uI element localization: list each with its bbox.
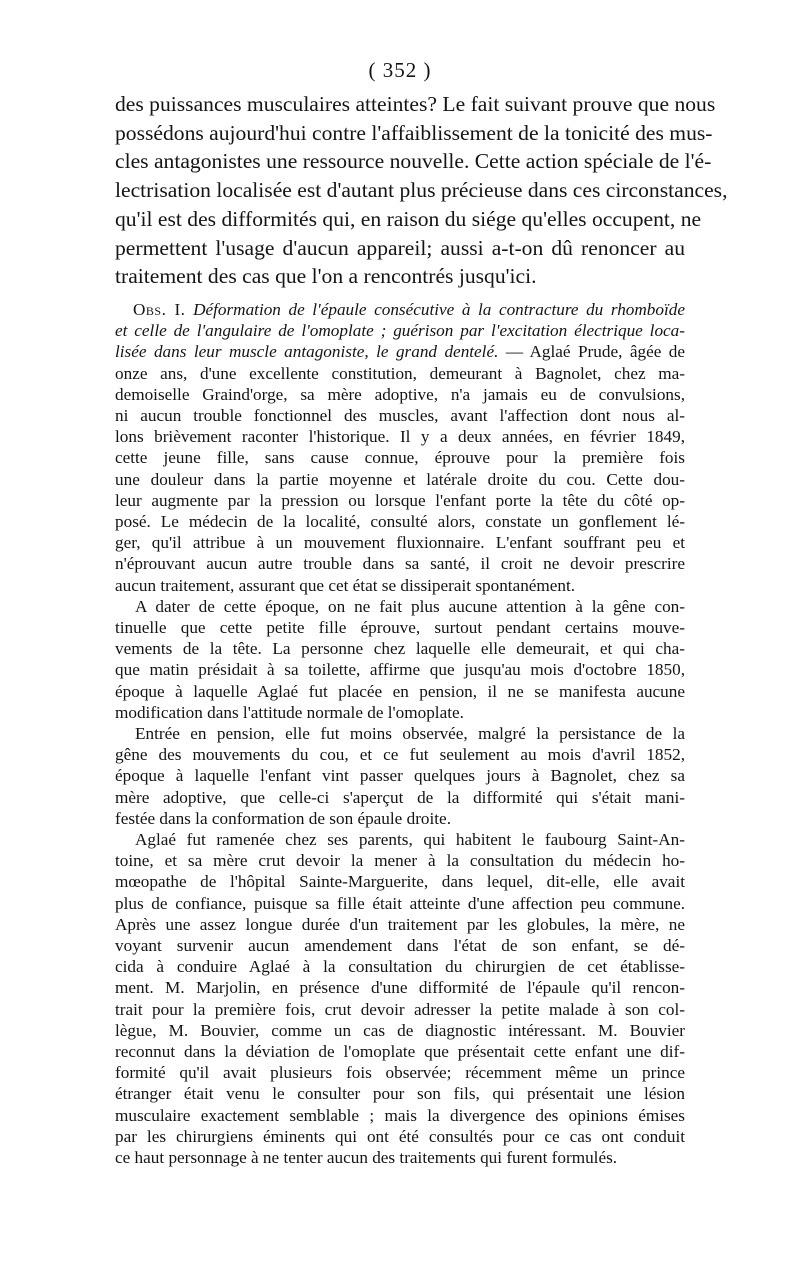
text-line: cles antagonistes une ressource nouvelle. Cette action spéciale de l'é- <box>115 149 712 174</box>
page-number: ( 352 ) <box>368 58 432 82</box>
text-line: par les chirurgiens éminents qui ont été consultés pour ce cas ont conduit <box>115 1126 685 1146</box>
observation-title-line: et celle de l'angulaire de l'omoplate ; guérison par l'excitation électrique loca- <box>115 321 685 341</box>
text-line: que matin présidait à sa toilette, affirme que jusqu'au mois d'octobre 1850, <box>115 660 685 680</box>
text-line: ment. M. Marjolin, en présence d'une difformité de l'épaule qu'il rencon- <box>115 978 685 998</box>
text-line: lectrisation localisée est d'autant plus précieuse dans ces circonstances, <box>115 178 728 203</box>
text-line: trait pour la première fois, crut devoir adresser la petite malade à son col- <box>115 999 685 1019</box>
text-line: gêne des mouvements du cou, et ce fut seulement au mois d'avril 1852, <box>115 745 685 765</box>
text-line: demoiselle Graind'orge, sa mère adoptive, n'a jamais eu de convulsions, <box>115 384 685 404</box>
text-line: voyant survenir aucun amendement dans l'état de son enfant, se dé- <box>115 936 685 956</box>
text-line: ni aucun trouble fonctionnel des muscles, avant l'affection dont nous al- <box>115 405 685 425</box>
intro-paragraph <box>115 90 728 291</box>
text-line: plus de confiance, puisque sa fille était atteinte d'une affection peu commune. <box>115 893 685 913</box>
observation-label: Obs. I. <box>133 299 186 319</box>
observation-heading-line <box>115 299 685 320</box>
text-line: A dater de cette époque, on ne fait plus aucune attention à la gêne con- <box>135 596 685 616</box>
text-line: toine, et sa mère crut devoir la mener à la consultation du médecin ho- <box>115 851 685 871</box>
text-line: lègue, M. Bouvier, comme un cas de diagnostic intéressant. M. Bouvier <box>115 1020 685 1040</box>
text-line: époque à laquelle l'enfant vint passer quelques jours à Bagnolet, chez sa <box>115 766 685 786</box>
text-line: cida à conduire Aglaé à la consultation du chirurgien de cet établisse- <box>115 957 685 977</box>
text-line: n'éprouvant aucun autre trouble dans sa santé, il croit ne devoir prescrire <box>115 554 685 574</box>
book-page <box>115 56 728 1168</box>
text-line: ce haut personnage à ne tenter aucun des traitements qui furent formulés. <box>115 1148 618 1168</box>
text-line: époque à laquelle Aglaé fut placée en pension, il ne se manifesta aucune <box>115 681 685 701</box>
text-line: reconnut dans la déviation de l'omoplate que présentait cette enfant une dif- <box>115 1042 685 1062</box>
observation-text-start: — Aglaé Prude, âgée de <box>498 342 685 362</box>
text-line: mère adoptive, que celle-ci s'aperçut de la difformité qui s'était mani- <box>115 787 685 807</box>
text-line: lons brièvement raconter l'historique. Il y a deux années, en février 1849, <box>115 427 685 447</box>
text-line: étranger était venu le consulter pour son fils, qui présentait une lésion <box>115 1084 685 1104</box>
text-line: Aglaé fut ramenée chez ses parents, qui habitent le faubourg Saint-An- <box>135 830 685 849</box>
observation-title-end: lisée dans leur muscle antagoniste, le grand dentelé. <box>115 342 499 362</box>
text-line: mœopathe de l'hôpital Sainte-Marguerite, dans lequel, dit-elle, elle avait <box>115 872 685 892</box>
text-line: cette jeune fille, sans cause connue, éprouve pour la première fois <box>115 448 685 468</box>
text-line: Après une assez longue durée d'un traitement par les globules, la mère, ne <box>115 914 685 934</box>
text-line: posé. Le médecin de la localité, consulté alors, constate un gonflement lé- <box>115 511 685 531</box>
text-line: Entrée en pension, elle fut moins observée, malgré la persistance de la <box>135 723 685 743</box>
observation-title: Déformation de l'épaule consécutive à la contracture du rhomboïde <box>193 299 685 319</box>
text-line: tinuelle que cette petite fille éprouve, surtout pendant certains mouve- <box>115 617 685 637</box>
text-line: une douleur dans la partie moyenne et latérale droite du cou. Cette dou- <box>115 469 685 489</box>
text-line: permettent l'usage d'aucun appareil; aussi a-t-on dû renoncer au <box>115 235 685 260</box>
text-line: festée dans la conformation de son épaule droite. <box>115 808 451 828</box>
text-line: ger, qu'il attribue à un mouvement fluxionnaire. L'enfant souffrant peu et <box>115 533 685 553</box>
text-line: musculaire exactement semblable ; mais la divergence des opinions émises <box>115 1105 685 1125</box>
text-line: possédons aujourd'hui contre l'affaiblissement de la tonicité des mus- <box>115 120 713 145</box>
text-line: qu'il est des difformités qui, en raison du siége qu'elles occupent, ne <box>115 206 702 231</box>
text-line: des puissances musculaires atteintes? Le fait suivant prouve que nous <box>115 92 716 116</box>
text-line: vements de la tête. La personne chez laquelle elle demeurait, et qui cha- <box>115 639 685 659</box>
text-line: traitement des cas que l'on a rencontrés jusqu'ici. <box>115 264 537 289</box>
text-line: leur augmente par la pression ou lorsque l'enfant porte la tête du côté op- <box>115 490 685 510</box>
text-line: formité qu'il avait plusieurs fois observée; récemment même un prince <box>115 1063 685 1083</box>
text-line: onze ans, d'une excellente constitution, demeurant à Bagnolet, chez ma- <box>115 363 685 383</box>
observation-title-line <box>115 341 685 362</box>
text-line: aucun traitement, assurant que cet état se dissiperait spontanément. <box>115 575 576 595</box>
text-line: modification dans l'attitude normale de l'omoplate. <box>115 702 464 722</box>
observation-section <box>115 299 685 1168</box>
